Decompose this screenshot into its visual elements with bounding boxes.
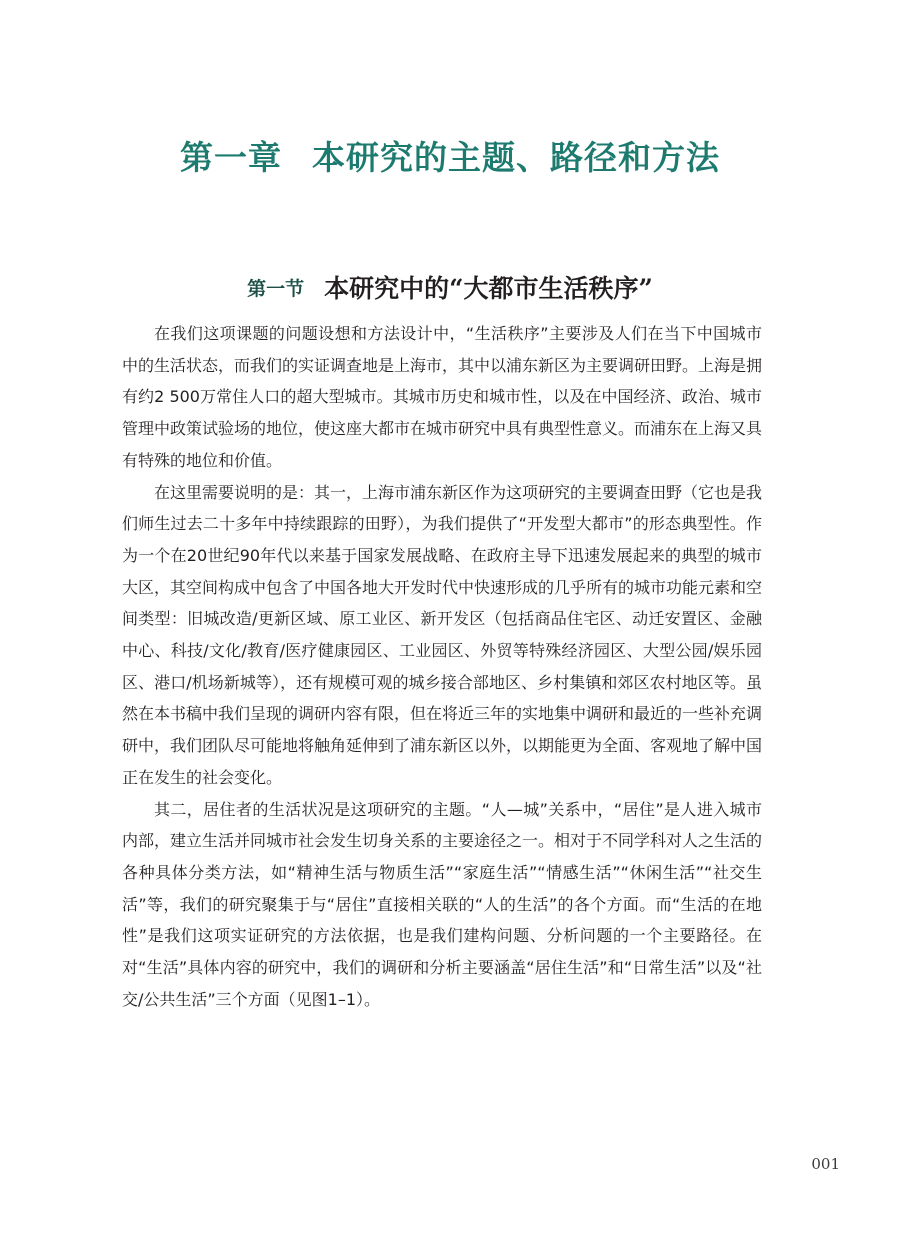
body-text [122, 318, 762, 1015]
section-title [0, 271, 900, 307]
section-label: 第一节 [247, 277, 305, 300]
page-number: 001 [811, 1155, 840, 1173]
paragraph: 在这里需要说明的是：其一，上海市浦东新区作为这项研究的主要调查田野（它也是我们师生过去二十多年中持续跟踪的田野），为我们提供了“开发型大都市”的形态典型性。作为一个在20世纪90年代以来基于国家发展战略、在政府主导下迅速发展起来的典型的城市大区，其空间构成中包含了中国各地大开发时代中快速形成的几乎所有的城市功能元素和空间类型：旧城改造/更新区域、原工业区、新开发区（包括商品住宅区、动迁安置区、金融中心、科技/文化/教育/医疗健康园区、工业园区、外贸等特殊经济园区、大型公园/娱乐园区、港口/机场新城等），还有规模可观的城乡接合部地区、乡村集镇和郊区农村地区等。虽然在本书稿中我们呈现的调研内容有限，但在将近三年的实地集中调研和最近的一些补充调研中，我们团队尽可能地将触角延伸到了浦东新区以外，以期能更为全面、客观地了解中国正在发生的社会变化。 [122, 482, 763, 787]
paragraph: 其二，居住者的生活状况是这项研究的主题。“人—城”关系中，“居住”是人进入城市内部，建立生活并同城市社会发生切身关系的主要途径之一。相对于不同学科对人之生活的各种具体分类方法，如“精神生活与物质生活”“家庭生活”“情感生活”“休闲生活”“社交生活”等，我们的研究聚集于与“居住”直接相关联的“人的生活”的各个方面。而“生活的在地性”是我们这项实证研究的方法依据，也是我们建构问题、分析问题的一个主要路径。在对“生活”具体内容的研究中，我们的调研和分析主要涵盖“居住生活”和“日常生活”以及“社交/公共生活”三个方面（见图1–1）。 [122, 799, 763, 1009]
chapter-title [0, 134, 900, 182]
chapter-label: 第一章 [180, 138, 282, 178]
section-title-text: 本研究中的“大都市生活秩序” [324, 273, 653, 303]
chapter-title-text: 本研究的主题、路径和方法 [312, 138, 720, 178]
paragraph: 在我们这项课题的问题设想和方法设计中，“生活秩序”主要涉及人们在当下中国城市中的生活状态，而我们的实证调查地是上海市，其中以浦东新区为主要调研田野。上海是拥有约2 500万常住人口的超大型城市。其城市历史和城市性，以及在中国经济、政治、城市管理中政策试验场的地位，使这座大都市在城市研究中具有典型性意义。而浦东在上海又具有特殊的地位和价值。 [122, 324, 763, 470]
